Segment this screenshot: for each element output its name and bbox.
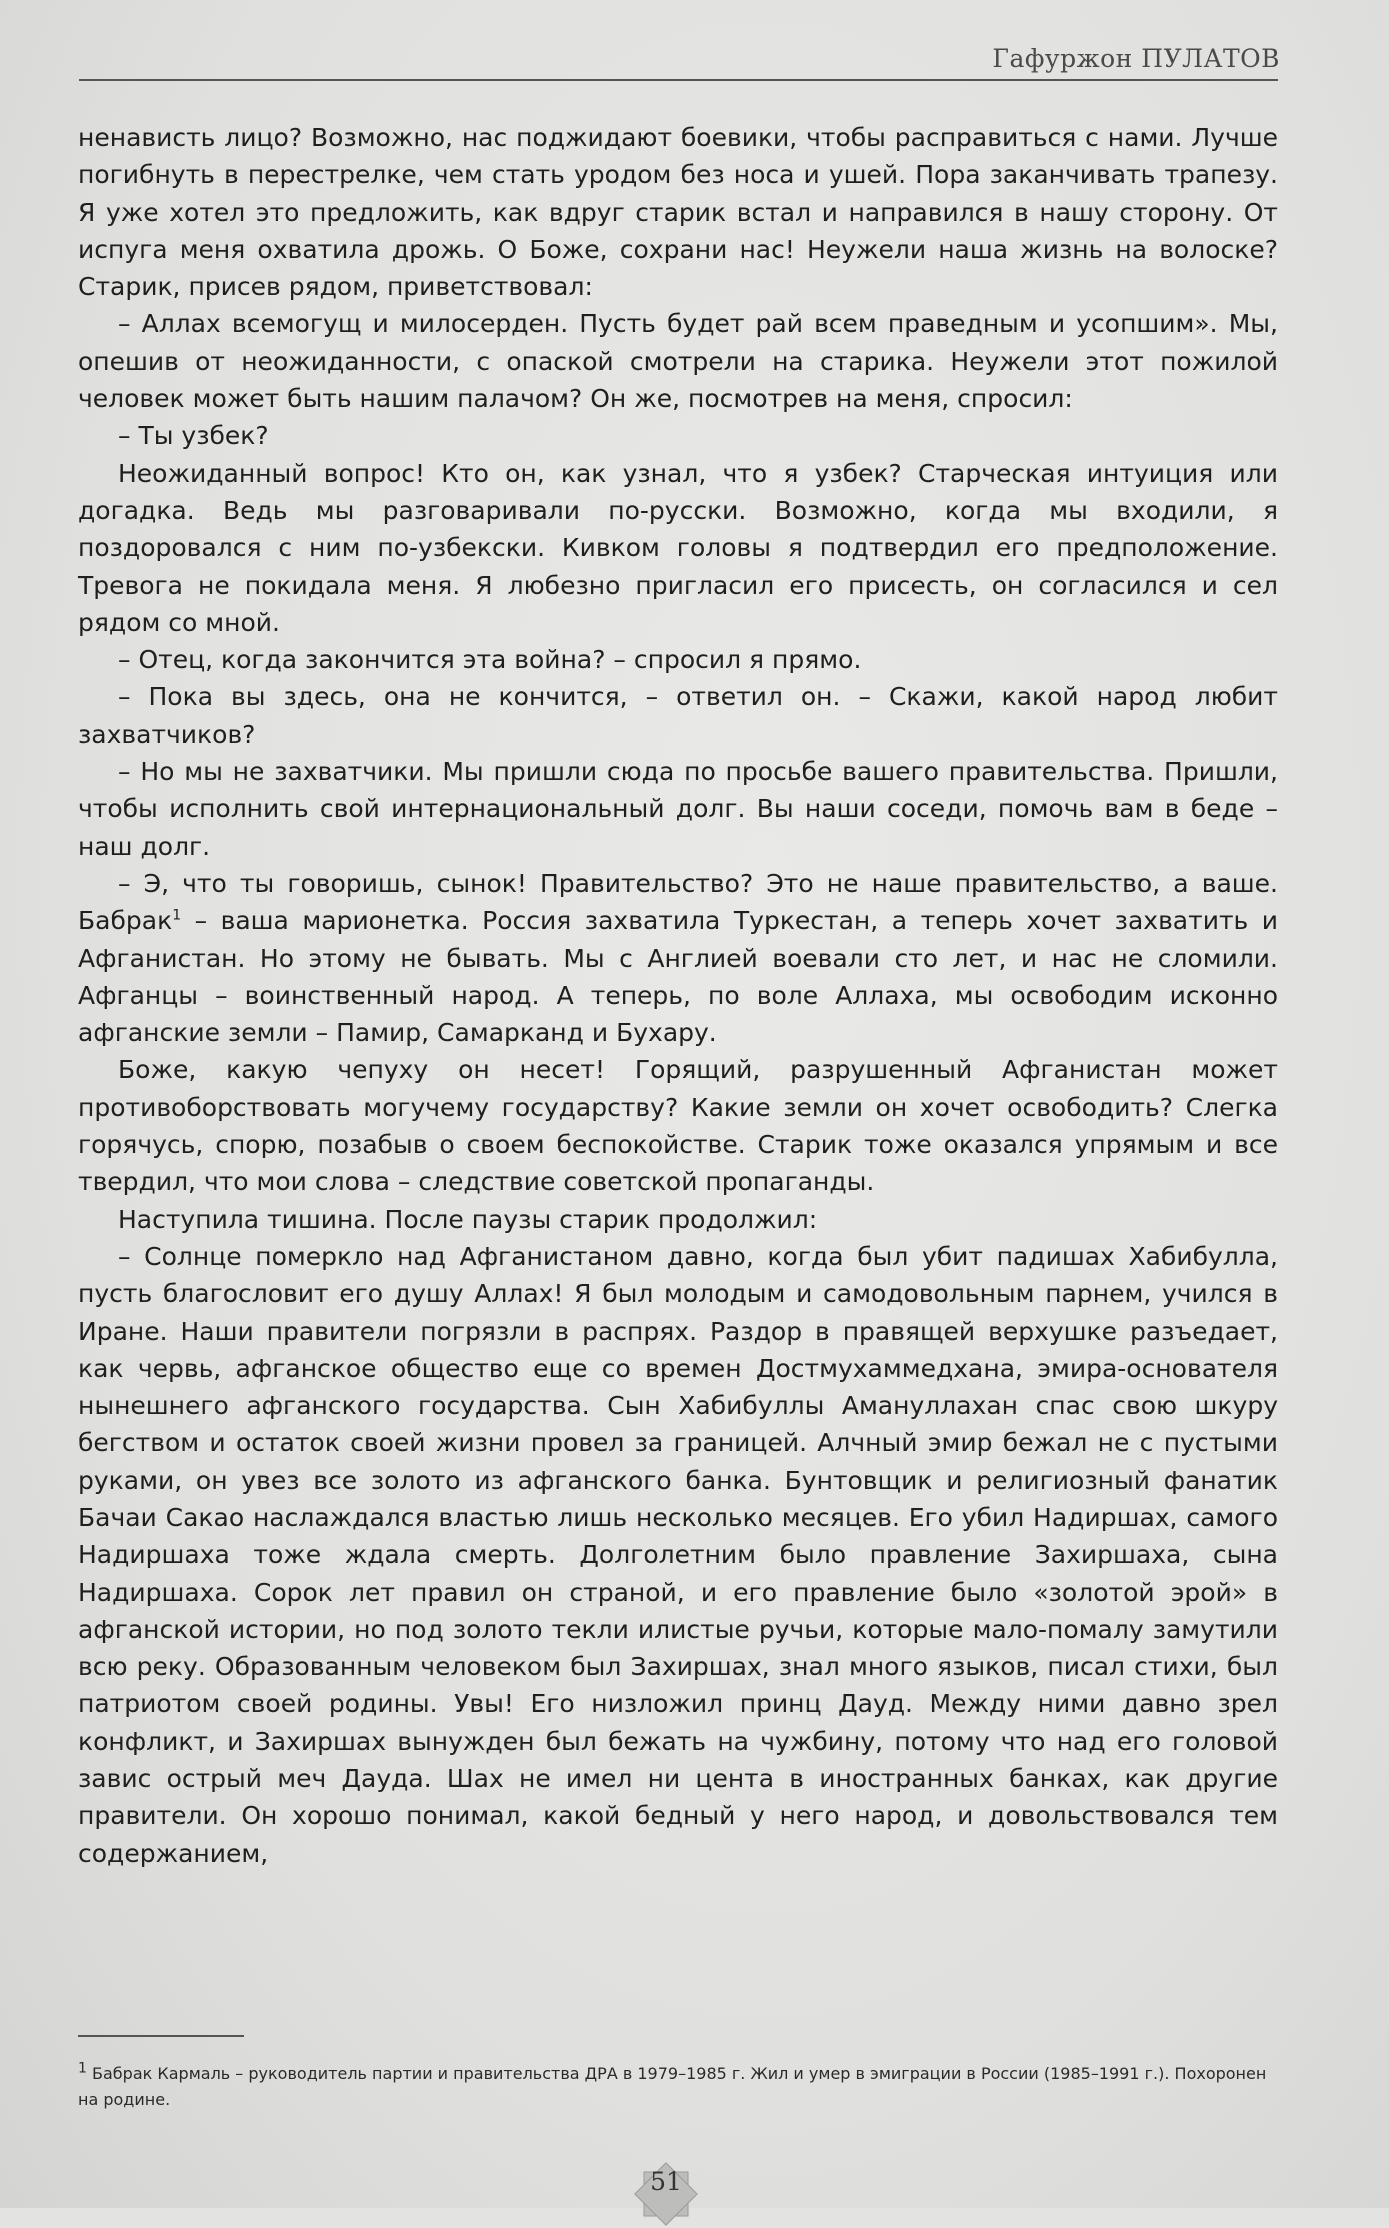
- paragraph: [78, 865, 1278, 1051]
- paragraph: – Отец, когда закончится эта война? – спросил я прямо.: [118, 645, 862, 675]
- paragraph: Наступила тишина. После паузы старик продолжил:: [118, 1204, 818, 1234]
- paragraph: – Солнце померкло над Афганистаном давно, когда был убит падишах Хабибулла, пусть благословит его душу Аллах! Я был молодым и самодовольным парнем, учился в Иране. Наши правители погрязли в распрях. Раздор в правящей верхушке разъедает, как червь, афганское общество еще со времен Достмухаммедхана, эмира-основателя нынешнего афганского государства. Сын Хабибуллы Амануллахан спас свою шкуру бегством и остаток своей жизни провел за границей. Алчный эмир бежал не с пустыми руками, он увез все золото из афганского банка. Бунтовщик и религиозный фанатик Бачаи Сакао наслаждался властью лишь несколько месяцев. Его убил Надиршах, самого Надиршаха тоже ждала смерть. Долголетним было правление Захиршаха, сына Надиршаха. Сорок лет правил он страной, и его правление было «золотой эрой» в афганской истории, но под золото текли илистые ручьи, которые мало-помалу замутили всю реку. Образованным человеком был Захиршах, знал много языков, писал стихи, был патриотом своей родины. Увы! Его низложил принц Дауд. Между ними давно зрел конфликт, и Захиршах вынужден был бежать на чужбину, потому что над его головой завис острый меч Дауда. Шах не имел ни цента в иностранных банках, как другие правители. Он хорошо понимал, какой бедный у него народ, и довольствовался тем содержанием,: [78, 1241, 1278, 1868]
- page-number: 51: [650, 2167, 682, 2196]
- main-text: [78, 119, 1278, 1872]
- paragraph-text: – Э, что ты говоришь, сынок! Правительство? Это не наше правительство, а ваше. Бабрак: [78, 868, 1278, 936]
- running-head: Гафуржон ПУЛАТОВ: [992, 44, 1280, 73]
- paragraph: – Но мы не захватчики. Мы пришли сюда по просьбе вашего правительства. Пришли, чтобы исполнить свой интернациональный долг. Вы наши соседи, помочь вам в беде – наш долг.: [78, 757, 1278, 861]
- footnote-text: Бабрак Кармаль – руководитель партии и правительства ДРА в 1979–1985 г. Жил и умер в эмиграции в России (1985–1991 г.). Похоронен на родине.: [78, 2064, 1267, 2109]
- footnote-rule: [78, 2035, 244, 2037]
- paragraph: – Аллах всемогущ и милосерден. Пусть будет рай всем праведным и усопшим». Мы, опешив от неожиданности, с опаской смотрели на старика. Неужели этот пожилой человек может быть нашим палачом? Он же, посмотрев на меня, спросил:: [78, 309, 1278, 414]
- paragraph: – Ты узбек?: [118, 421, 269, 451]
- paragraph-text: – ваша марионетка. Россия захватила Туркестан, а теперь хочет захватить и Афганистан. Но этому не бывать. Мы с Англией воевали сто лет, и нас не сломили. Афганцы – воинственный народ. А теперь, по воле Аллаха, мы освободим исконно афганские земли – Памир, Самарканд и Бухару.: [78, 906, 1278, 1048]
- paragraph: Боже, какую чепуху он несет! Горящий, разрушенный Афганистан может противоборствовать могучему государству? Какие земли он хочет освободить? Слегка горячусь, спорю, позабыв о своем беспокойстве. Старик тоже оказался упрямым и все твердил, что мои слова – следствие советской пропаганды.: [78, 1055, 1278, 1197]
- paragraph: ненависть лицо? Возможно, нас поджидают боевики, чтобы расправиться с нами. Лучше погибнуть в перестрелке, чем стать уродом без носа и ушей. Пора заканчивать трапезу. Я уже хотел это предложить, как вдруг старик встал и направился в нашу сторону. От испуга меня охватила дрожь. О Боже, сохрани нас! Неужели наша жизнь на волоске? Старик, присев рядом, приветствовал:: [78, 123, 1278, 302]
- header-rule: [79, 79, 1278, 81]
- paragraph: Неожиданный вопрос! Кто он, как узнал, что я узбек? Старческая интуиция или догадка. Ведь мы разговаривали по-русски. Возможно, когда мы входили, я поздоровался с ним по-узбекски. Кивком головы я подтвердил его предположение. Тревога не покидала меня. Я любезно пригласил его присесть, он согласился и сел рядом со мной.: [78, 458, 1278, 637]
- footnote: [78, 2061, 1278, 2113]
- footnote-reference: 1: [172, 907, 182, 924]
- footnote-marker: 1: [78, 2060, 87, 2077]
- paragraph: – Пока вы здесь, она не кончится, – ответил он. – Скажи, какой народ любит захватчиков?: [78, 682, 1278, 749]
